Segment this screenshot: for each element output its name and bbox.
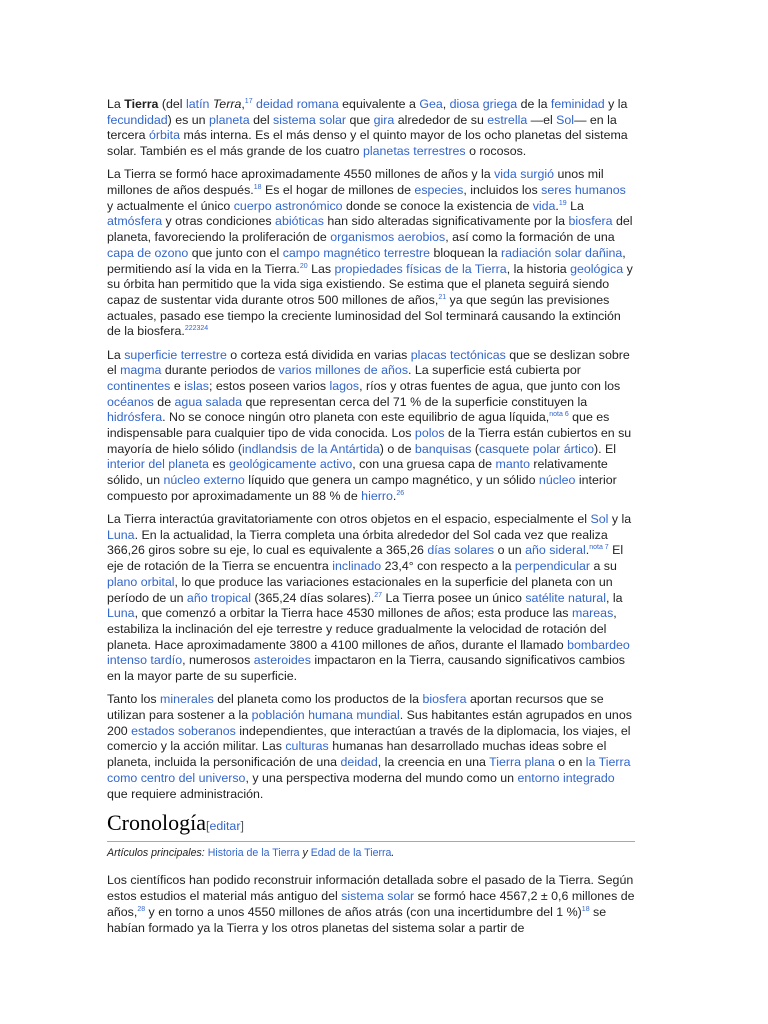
wiki-link[interactable]: cuerpo astronómico <box>233 198 343 213</box>
text-run: , numerosos <box>182 653 254 668</box>
text-run: del planeta, favoreciendo la proliferación de <box>107 214 633 245</box>
wiki-link[interactable]: océanos <box>107 394 154 409</box>
wiki-link[interactable]: banquisas <box>414 441 472 456</box>
text-run: 23,4° con respecto a la <box>381 559 515 574</box>
wiki-link[interactable]: seres humanos <box>541 183 626 198</box>
wiki-link[interactable]: agua salada <box>174 394 243 409</box>
text-run: se habían formado ya la Tierra y los otros planetas del sistema solar a partir de <box>107 904 607 935</box>
wiki-link[interactable]: núcleo externo <box>163 473 245 488</box>
text-run: o corteza está dividida en varias <box>226 347 411 362</box>
text-run: a su <box>590 559 617 574</box>
hatnote-separator: y <box>299 846 311 859</box>
text-run: que requiere administración. <box>107 786 264 801</box>
text-run: Los científicos han podido reconstruir información detallada sobre el pasado de la Tierra. Según estos estudios el material más antiguo del <box>107 873 634 904</box>
wiki-link[interactable]: biosfera <box>422 692 467 707</box>
wiki-link[interactable]: gira <box>373 112 395 127</box>
wiki-link[interactable]: propiedades físicas de la Tierra <box>334 261 507 276</box>
text-run: bloquean la <box>430 245 502 260</box>
reference-link[interactable]: 17 <box>244 98 253 105</box>
text-run: . <box>585 543 590 558</box>
hatnote: Artículos principales: Historia de la Tierra y Edad de la Tierra. <box>107 846 395 859</box>
text-run: (del <box>158 97 186 111</box>
wiki-link[interactable]: casquete polar ártico <box>479 441 595 456</box>
text-run: más interna. Es el más denso y el quinto mayor de los ocho planetas del sistema solar. También es el más grande de los cuatro <box>107 128 628 159</box>
text-run: líquido que genera un campo magnético, y un sólido <box>244 473 539 488</box>
reference-link[interactable]: 26 <box>396 489 405 497</box>
text-run: Es el hogar de millones de <box>261 183 415 198</box>
section-title: Cronología <box>107 809 206 835</box>
wiki-link[interactable]: plano orbital <box>107 574 175 589</box>
reference-link[interactable]: nota 6 <box>549 411 569 419</box>
wiki-link[interactable]: Sol <box>590 512 609 527</box>
reference-link[interactable]: 20 <box>299 262 308 270</box>
text-run: han sido alteradas significativamente por la <box>323 214 569 229</box>
wiki-link[interactable]: población humana mundial <box>251 708 400 723</box>
text-run: durante periodos de <box>161 363 279 378</box>
text-run: La <box>107 97 125 111</box>
text-run: , permitiendo así la vida en la Tierra. <box>107 245 626 276</box>
text-run: alrededor de su <box>394 112 488 127</box>
text-run: del planeta como los productos de la <box>213 692 423 707</box>
text-run: . Sus habitantes están agrupados en unos 200 <box>107 708 632 738</box>
text-run: impactaron en la Tierra, causando significativos cambios en la mayor parte de su superficie. <box>107 653 625 684</box>
wiki-link[interactable]: núcleo <box>538 473 576 488</box>
text-run: independientes, que interactúan a través de la diplomacia, los viajes, el comercio y la acción militar. Las <box>107 723 631 754</box>
text-run: La <box>566 198 584 213</box>
text-run: y en torno a unos 4550 millones de años atrás (con una incertidumbre del 1 %) <box>145 904 582 919</box>
text-run: . No se conoce ningún otro planeta con este equilibrio de agua líquida, <box>162 410 550 425</box>
wiki-link[interactable]: entorno integrado <box>517 770 615 785</box>
paragraph-intro <box>107 97 635 160</box>
paragraph-surface <box>107 348 635 505</box>
bold-term: Tierra <box>124 97 159 111</box>
text-run: , ríos y otras fuentes de agua, que junto con los <box>359 378 621 393</box>
wiki-link[interactable]: deidad romana <box>256 97 339 111</box>
paragraph-chronology <box>107 873 635 936</box>
wiki-link[interactable]: inclinado <box>332 559 382 574</box>
text-run: ya que según las previsiones actuales, pasado ese tiempo la creciente luminosidad del Sol terminará causando la extinción de la biosfera. <box>107 292 621 339</box>
wiki-link[interactable]: órbita <box>149 128 181 143</box>
text-run: Tanto los <box>107 692 161 707</box>
reference-link[interactable]: 21 <box>438 293 447 301</box>
edit-section: [editar] <box>206 818 244 833</box>
wiki-link[interactable]: feminidad <box>550 97 605 111</box>
italic-term: Terra <box>212 97 242 111</box>
wiki-link[interactable]: placas tectónicas <box>410 347 506 362</box>
text-run: de <box>153 394 175 409</box>
wiki-link[interactable]: sistema solar <box>341 889 415 904</box>
wiki-link[interactable]: planeta <box>208 112 250 127</box>
wiki-link[interactable]: magma <box>120 363 162 378</box>
text-run: La Tierra interactúa gravitatoriamente con otros objetos en el espacio, especialmente el <box>107 512 591 527</box>
reference-link[interactable]: 27 <box>374 591 383 599</box>
paragraph-humanity <box>107 692 635 802</box>
hatnote-link-historia[interactable]: Historia de la Tierra <box>207 846 300 859</box>
wiki-link[interactable]: geológicamente activo <box>228 457 353 472</box>
reference-link[interactable]: 18 <box>253 184 262 192</box>
hatnote-prefix: Artículos principales: <box>107 846 208 859</box>
wiki-link[interactable]: atmósfera <box>107 214 163 229</box>
reference-link[interactable]: 18 <box>581 905 590 913</box>
text-run: se formó hace 4567,2 ± 0,6 millones de años, <box>107 889 635 919</box>
reference-link[interactable]: 28 <box>137 905 146 913</box>
text-run: , <box>241 97 245 111</box>
text-run: unos mil millones de años después. <box>107 167 604 198</box>
wiki-link[interactable]: indlandsis de la Antártida <box>242 441 380 456</box>
text-run: . <box>392 488 397 503</box>
text-run: es <box>208 457 229 472</box>
reference-link[interactable]: nota 7 <box>589 544 609 552</box>
text-run: donde se conoce la existencia de <box>342 198 533 213</box>
paragraph-formation <box>107 167 635 340</box>
text-run: , la historia <box>506 261 571 276</box>
text-run: del <box>249 112 274 127</box>
text-run: e <box>170 378 185 393</box>
text-run: , la creencia en una <box>377 755 490 770</box>
text-run: —el <box>527 112 557 127</box>
text-run: Las <box>307 261 335 276</box>
wiki-link[interactable]: radiación solar dañina <box>501 245 623 260</box>
edit-section-link[interactable]: editar <box>209 818 241 833</box>
text-run: , así como la formación de una <box>445 230 615 245</box>
text-run: — en la tercera <box>107 112 617 143</box>
reference-link[interactable]: 19 <box>558 199 567 207</box>
text-run: La Tierra se formó hace aproximadamente 4550 millones de años y la <box>107 167 495 182</box>
text-run: , y una perspectiva moderna del mundo como un <box>245 770 518 785</box>
wiki-link[interactable]: asteroides <box>253 653 311 668</box>
text-run: La <box>107 347 125 362</box>
wiki-link[interactable]: días solares <box>427 543 495 558</box>
wiki-link[interactable]: abióticas <box>275 214 324 229</box>
text-run: o en <box>554 755 586 770</box>
paragraph-orbit <box>107 512 635 685</box>
text-run: La Tierra posee un único <box>382 590 526 605</box>
wiki-link[interactable]: geológica <box>570 261 624 276</box>
section-heading <box>107 810 635 842</box>
wiki-link[interactable]: satélite natural <box>525 590 606 605</box>
text-run: , incluidos los <box>463 183 542 198</box>
wiki-link[interactable]: año tropical <box>186 590 251 605</box>
wiki-link[interactable]: campo magnético terrestre <box>282 245 431 260</box>
wiki-link[interactable]: Luna <box>107 527 135 542</box>
wiki-link[interactable]: sistema solar <box>273 112 347 127</box>
text-run: (365,24 días solares). <box>250 590 375 605</box>
text-run: y su órbita han permitido que la vida siga existiendo. Se estima que el planeta seguirá siendo capaz de sustentar vida durante otros 500 millones de años, <box>107 261 633 307</box>
wiki-link[interactable]: superficie terrestre <box>124 347 227 362</box>
text-run: de la Tierra están cubiertos en su mayoría de hielo sólido ( <box>107 426 632 456</box>
hatnote-link-edad[interactable]: Edad de la Tierra <box>310 846 392 859</box>
wiki-link[interactable]: vida <box>532 198 556 213</box>
text-run: ; estos poseen varios <box>208 378 330 393</box>
text-run: humanas han desarrollado muchas ideas sobre el planeta, incluida la personificación de una <box>107 739 607 770</box>
wiki-link[interactable]: año sideral <box>525 543 586 558</box>
text-run: interior compuesto por aproximadamente un 88 % de <box>107 473 617 503</box>
wiki-link[interactable]: mareas <box>571 606 614 621</box>
reference-link[interactable]: 222324 <box>184 325 209 333</box>
text-run: que es indispensable para cualquier tipo de vida conocida. Los <box>107 410 610 441</box>
text-run: y la <box>608 512 632 527</box>
text-run: El eje de rotación de la Tierra se encuentra <box>107 543 624 574</box>
text-run: ) o de <box>379 441 415 456</box>
text-run: relativamente sólido, un <box>107 457 608 488</box>
wiki-link[interactable]: varios millones de años <box>278 363 409 378</box>
wiki-link[interactable]: la Tierra como centro del universo <box>107 755 631 785</box>
wiki-link[interactable]: culturas <box>285 739 329 754</box>
wiki-link[interactable]: biosfera <box>568 214 613 229</box>
text-run: ( <box>471 441 479 456</box>
text-run: ) es un <box>167 112 209 127</box>
text-run: , estabiliza la inclinación del eje terrestre y reduce gradualmente la velocidad de rotación del planeta. Hace aproximadamente 3800 a 4100 millones de años, durante el llamado <box>107 606 617 652</box>
wiki-link[interactable]: diosa griega <box>449 97 518 111</box>
text-run: . <box>555 198 559 213</box>
text-run: . La superficie está cubierta por <box>408 363 581 378</box>
wiki-link[interactable]: polos <box>414 426 445 441</box>
wiki-link[interactable]: hidrósfera <box>107 410 163 425</box>
wiki-link[interactable]: vida surgió <box>494 167 554 182</box>
wiki-link[interactable]: manto <box>495 457 530 472</box>
text-run: que <box>346 112 374 127</box>
wiki-link[interactable]: continentes <box>107 378 171 393</box>
wiki-link[interactable]: fecundidad <box>107 112 168 127</box>
text-run: , <box>442 97 450 111</box>
wiki-link[interactable]: latín <box>186 97 210 111</box>
wiki-link[interactable]: Sol <box>556 112 575 127</box>
text-run: aportan recursos que se utilizan para sostener a la <box>107 692 604 723</box>
text-run: y otras condiciones <box>162 214 276 229</box>
text-run: , que comenzó a orbitar la Tierra hace 4530 millones de años; esta produce las <box>134 606 572 621</box>
wiki-link[interactable]: planetas terrestres <box>363 144 466 159</box>
text-run: que representan cerca del 71 % de la superficie constituyen la <box>242 394 588 409</box>
text-run: ). El <box>594 441 617 456</box>
wiki-link[interactable]: Gea <box>419 97 443 111</box>
text-run: equivalente a <box>338 97 420 111</box>
wiki-link[interactable]: bombardeo intenso tardío <box>107 637 630 668</box>
wiki-link[interactable]: estrella <box>487 112 528 127</box>
text-run: y actualmente el único <box>107 198 234 213</box>
wiki-link[interactable]: hierro <box>361 488 393 503</box>
wiki-link[interactable]: interior del planeta <box>107 457 209 472</box>
wiki-link[interactable]: Luna <box>107 606 135 621</box>
text-run: y la <box>604 97 628 111</box>
article-body <box>107 97 635 944</box>
wiki-link[interactable]: islas <box>184 378 209 393</box>
text-run: , con una gruesa capa de <box>352 457 496 472</box>
text-run: de la <box>517 97 551 111</box>
wiki-link[interactable]: organismos aerobios <box>330 230 446 245</box>
text-run: que se deslizan sobre el <box>107 347 630 378</box>
wiki-link[interactable]: especies <box>414 183 464 198</box>
wiki-link[interactable]: estados soberanos <box>131 723 236 738</box>
wiki-link[interactable]: capa de ozono <box>107 245 189 260</box>
wiki-link[interactable]: minerales <box>160 692 214 707</box>
text-run: . En la actualidad, la Tierra completa una órbita alrededor del Sol cada vez que realiza 366,26 giros sobre su eje, lo cual es equivalente a 365,26 <box>107 527 608 558</box>
wiki-link[interactable]: lagos <box>329 378 360 393</box>
wiki-link[interactable]: perpendicular <box>514 559 591 574</box>
text-run: , la <box>605 590 623 605</box>
text-run: o un <box>494 543 526 558</box>
text-run: o rocosos. <box>465 144 527 159</box>
wiki-link[interactable]: Tierra plana <box>489 755 555 770</box>
text-run: , lo que produce las variaciones estacionales en la superficie del planeta con un período de un <box>107 574 613 605</box>
wiki-link[interactable]: deidad <box>340 755 378 770</box>
text-run: que junto con el <box>188 245 283 260</box>
